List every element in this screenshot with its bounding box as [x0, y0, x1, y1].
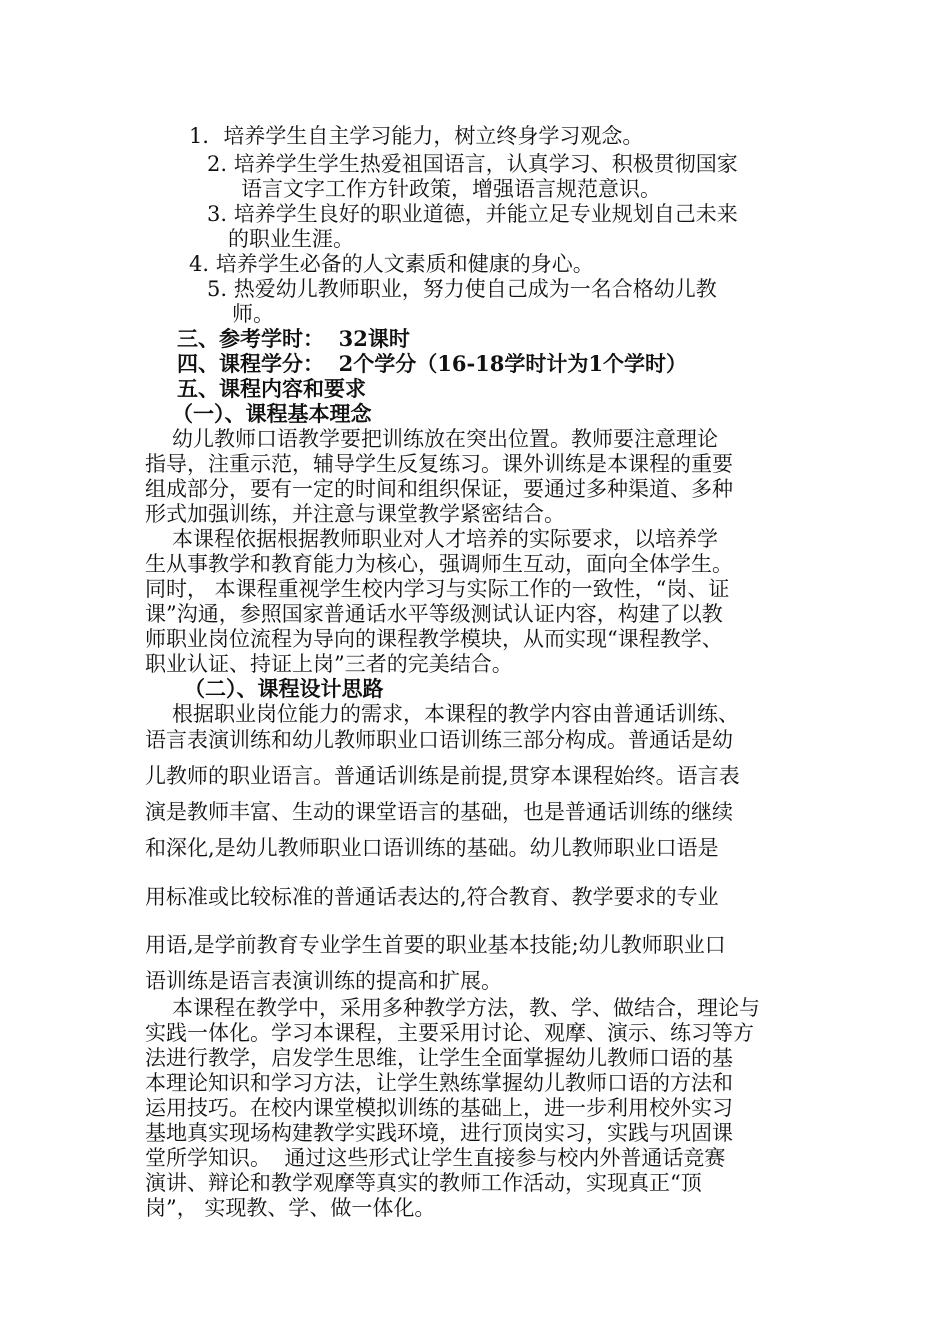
list-item-1: 1．培养学生自主学习能力，树立终身学习观念。 — [189, 124, 644, 148]
para3-line-1: 根据职业岗位能力的需求，本课程的教学内容由普通话训练、 — [172, 702, 739, 726]
para2-line-3: 同时， 本课程重视学生校内学习与实际工作的一致性，“岗、证 — [145, 577, 730, 601]
para2-line-1: 本课程依据根据教师职业对人才培养的实际要求，以培养学 — [172, 527, 718, 551]
heading-design: （二）、课程设计思路 — [184, 676, 384, 701]
para4-line-2: 实践一体化。学习本课程，主要采用讨论、观摩、演示、练习等方 — [145, 1021, 754, 1045]
para2-line-5: 师职业岗位流程为导向的课程教学模块，从而实现“课程教学、 — [145, 627, 723, 651]
list-item-3: 3. 培养学生良好的职业道德，并能立足专业规划自己未来 — [207, 202, 738, 226]
heading-content: 五、课程内容和要求 — [177, 376, 366, 401]
para2-line-6: 职业认证、持证上岗”三者的完美结合。 — [145, 652, 513, 676]
list-item-4: 4. 培养学生必备的人文素质和健康的身心。 — [189, 252, 594, 276]
para4-line-5: 运用技巧。在校内课堂模拟训练的基础上，进一步利用校外实习 — [145, 1096, 733, 1120]
para4-line-6: 基地真实现场构建教学实践环境，进行顶岗实习，实践与巩固课 — [145, 1121, 733, 1145]
para3-line-8: 语训练是语言表演训练的提高和扩展。 — [145, 969, 502, 993]
list-item-5: 5. 热爱幼儿教师职业，努力使自己成为一名合格幼儿教 — [207, 277, 717, 301]
para2-line-2: 生从事教学和教育能力为核心，强调师生互动，面向全体学生。 — [145, 552, 733, 576]
para4-line-4: 本理论知识和学习方法，让学生熟练掌握幼儿教师口语的方法和 — [145, 1071, 733, 1095]
para3-line-2: 语言表演训练和幼儿教师职业口语训练三部分构成。普通话是幼 — [145, 728, 733, 752]
para1-line-3: 组成部分，要有一定的时间和组织保证，要通过多种渠道、多种 — [145, 477, 733, 501]
para4-line-9: 岗”， 实现教、学、做一体化。 — [145, 1196, 436, 1220]
list-item-5-cont: 师。 — [232, 302, 274, 326]
para3-line-4: 演是教师丰富、生动的课堂语言的基础，也是普通话训练的继续 — [145, 800, 733, 824]
heading-credits: 四、课程学分： 2个学分（16-18学时计为1个学时） — [177, 351, 688, 376]
para1-line-2: 指导，注重示范，辅导学生反复练习。课外训练是本课程的重要 — [145, 452, 733, 476]
para4-line-3: 法进行教学，启发学生思维，让学生全面掌握幼儿教师口语的基 — [145, 1046, 733, 1070]
para4-line-8: 演讲、辩论和教学观摩等真实的教师工作活动，实现真正“顶 — [145, 1171, 702, 1195]
para3-line-5: 和深化,是幼儿教师职业口语训练的基础。幼儿教师职业口语是 — [145, 836, 719, 860]
para2-line-4: 课”沟通，参照国家普通话水平等级测试认证内容，构建了以教 — [145, 602, 723, 626]
para1-line-4: 形式加强训练，并注意与课堂教学紧密结合。 — [145, 502, 565, 526]
para3-line-3: 儿教师的职业语言。普通话训练是前提,贯穿本课程始终。语言表 — [145, 764, 740, 788]
heading-hours: 三、参考学时： 32课时 — [177, 326, 410, 351]
list-item-2-cont: 语言文字工作方针政策，增强语言规范意识。 — [241, 177, 661, 201]
para3-line-6: 用标准或比较标准的普通话表达的,符合教育、教学要求的专业 — [145, 885, 719, 909]
para1-line-1: 幼儿教师口语教学要把训练放在突出位置。教师要注意理论 — [172, 427, 718, 451]
list-item-3-cont: 的职业生涯。 — [228, 227, 354, 251]
list-item-2: 2. 培养学生学生热爱祖国语言，认真学习、积极贯彻国家 — [207, 152, 738, 176]
heading-concept: （一）、课程基本理念 — [172, 401, 372, 426]
para4-line-1: 本课程在教学中，采用多种教学方法，教、学、做结合，理论与 — [172, 996, 760, 1020]
para3-line-7: 用语,是学前教育专业学生首要的职业基本技能;幼儿教师职业口 — [145, 933, 726, 957]
para4-line-7: 堂所学知识。 通过这些形式让学生直接参与校内外普通话竞赛 — [145, 1146, 726, 1170]
